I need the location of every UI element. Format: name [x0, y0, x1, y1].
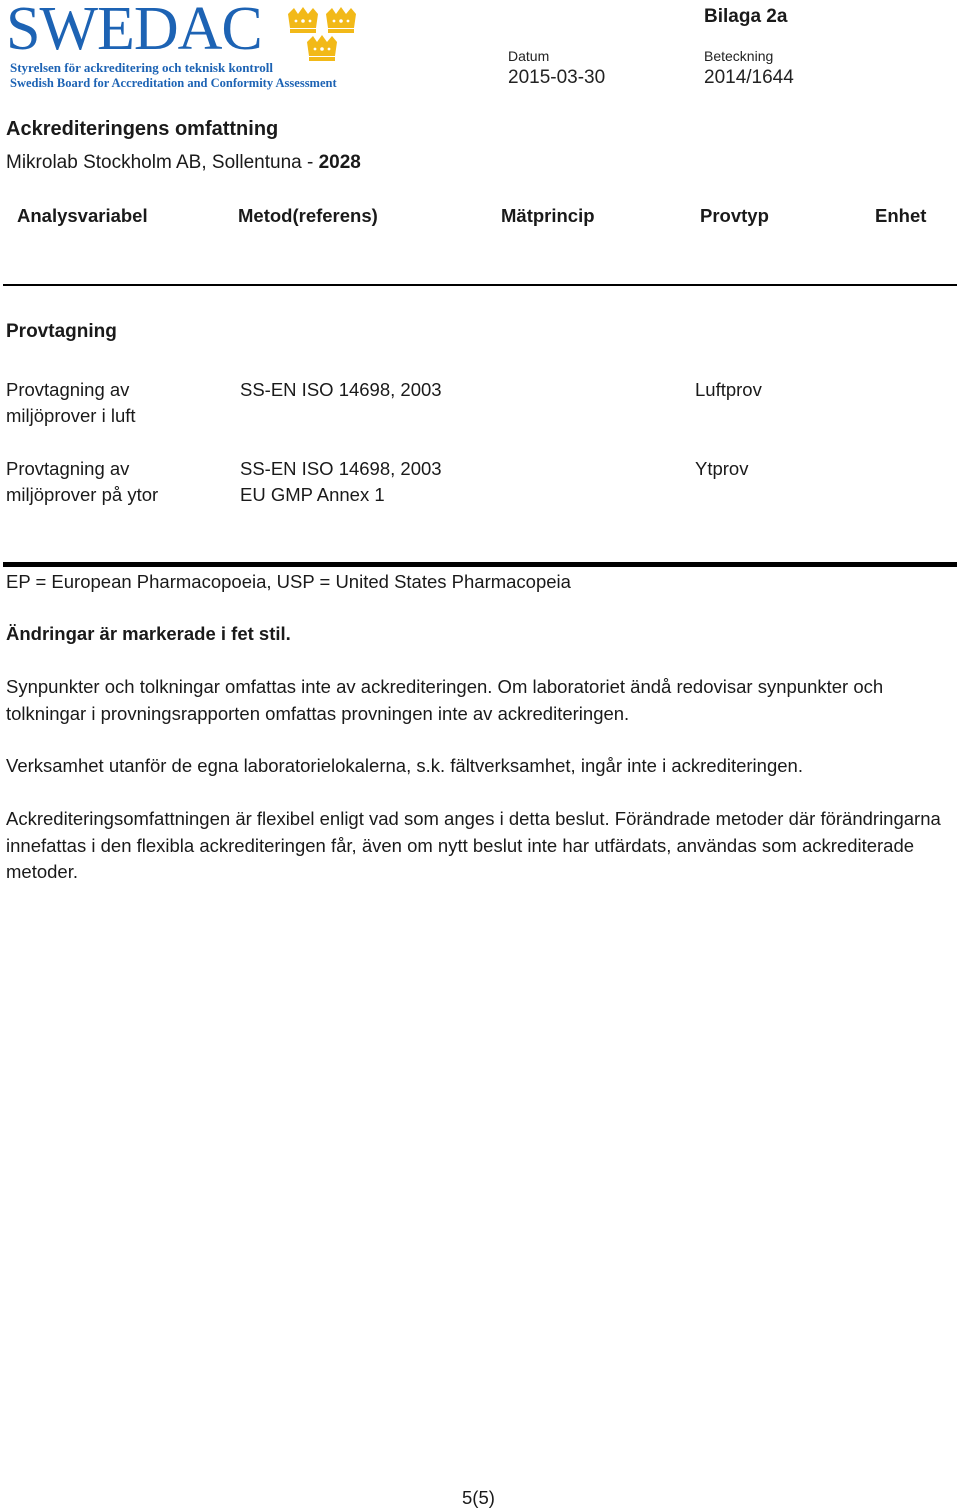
variable-line: miljöprover på ytor — [6, 484, 159, 505]
document-subtitle — [6, 152, 361, 174]
table-row-method — [240, 377, 442, 403]
column-header-sample-type: Provtyp — [700, 205, 769, 226]
table-row-method — [240, 456, 442, 508]
variable-line: miljöprover i luft — [6, 405, 136, 426]
three-crowns-icon — [286, 6, 360, 66]
method-line: SS-EN ISO 14698, 2003 — [240, 458, 442, 479]
reference-label: Beteckning — [704, 48, 774, 64]
abbreviations-note: EP = European Pharmacopoeia, USP = United States Pharmacopeia — [6, 571, 571, 592]
changes-note: Ändringar är markerade i fet stil. — [6, 623, 291, 644]
page-number: 5(5) — [462, 1487, 495, 1508]
column-header-variable: Analysvariabel — [17, 205, 148, 226]
table-row-variable — [6, 377, 136, 429]
logo-subtitle-swedish: Styrelsen för ackreditering och teknisk kontroll — [10, 60, 274, 75]
table-row-sample-type: Ytprov — [695, 458, 749, 479]
opinions-note: Synpunkter och tolkningar omfattas inte av ackrediteringen. Om laboratoriet ändå redovisar synpunkter och tolkningar i provningsrapporten omfattas provningen inte av ackrediteringen. — [6, 676, 884, 724]
table-row-variable — [6, 456, 158, 508]
field-activity-note: Verksamhet utanför de egna laboratorielokalerna, s.k. fältverksamhet, ingår inte i ackrediteringen. — [6, 755, 803, 776]
variable-line: Provtagning av — [6, 458, 130, 479]
variable-line: Provtagning av — [6, 379, 130, 400]
accreditation-number: 2028 — [318, 152, 361, 173]
lab-name: Mikrolab Stockholm AB, Sollentuna - — [6, 152, 319, 173]
date-value: 2015-03-30 — [508, 67, 606, 88]
table-row-sample-type: Luftprov — [695, 379, 762, 400]
annex-label: Bilaga 2a — [704, 6, 788, 27]
date-label: Datum — [508, 48, 550, 64]
method-line: SS-EN ISO 14698, 2003 — [240, 379, 442, 400]
column-header-unit: Enhet — [875, 205, 927, 226]
reference-value: 2014/1644 — [704, 67, 794, 88]
logo-wordmark: SWEDAC — [6, 0, 262, 63]
header-divider — [3, 284, 957, 286]
flexible-scope-note: Ackrediteringsomfattningen är flexibel enligt vad som anges i detta beslut. Förändrade metoder där förändringarna innefattas i den flexibla ackrediteringen får, även om nytt beslut inte har utfärdats, användas som ackrediterade metoder. — [6, 808, 941, 882]
column-header-method: Metod(referens) — [238, 205, 378, 226]
column-header-principle: Mätprincip — [501, 205, 595, 226]
swedac-logo — [6, 0, 356, 92]
table-end-divider — [3, 562, 957, 567]
method-line: EU GMP Annex 1 — [240, 484, 385, 505]
document-title: Ackrediteringens omfattning — [6, 118, 279, 140]
logo-subtitle-english: Swedish Board for Accreditation and Conformity Assessment — [10, 76, 337, 90]
section-heading: Provtagning — [6, 321, 117, 342]
